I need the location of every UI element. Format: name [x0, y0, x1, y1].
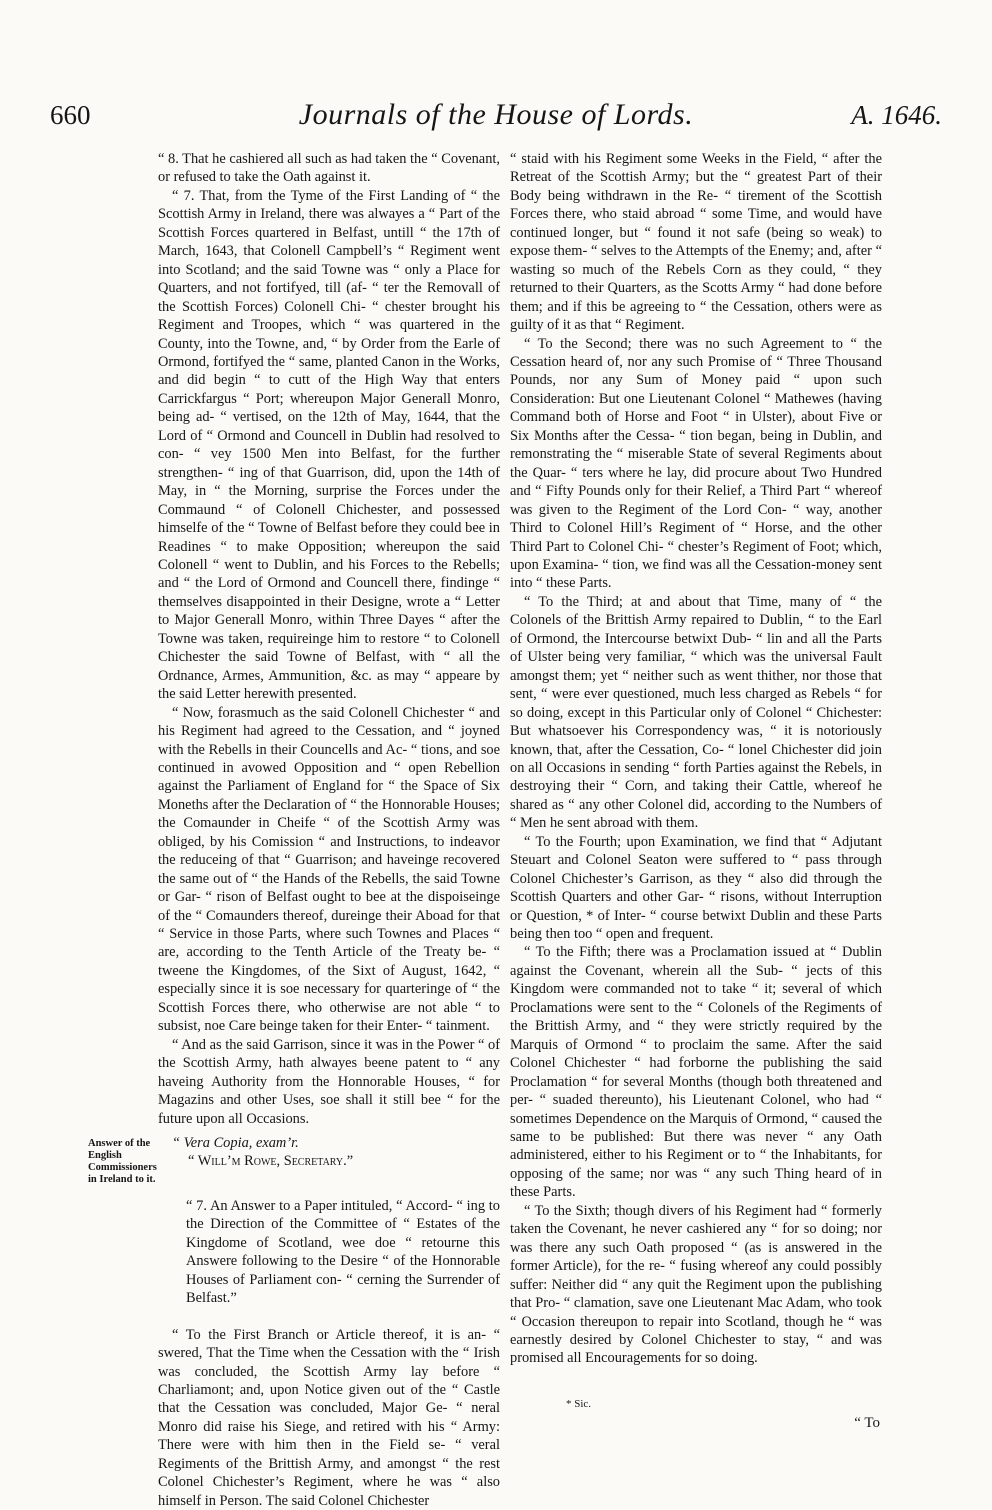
first-branch-paragraph: “ To the First Branch or Article thereof, it is an- “ swered, That the Time when the Cessation with the “ Irish was concluded, the Scottish Army lay before “ Charliamont; and, upon Notice given out of the “ Castle that the Cessation was concluded, Major Ge- “ neral Monro did raise his Siege, and retired with his “ Army: There were with him then in the Field se- “ veral Regiments of the Brittish Army, and amongst “ the rest Colonel Chichester’s Regiment, where he was “ also himself in Person. The said Colonel Chichester: [158, 1326, 500, 1509]
vera-copia: “ Vera Copia, exam’r.: [172, 1135, 299, 1152]
margin-note: Answer of the English Commissioners in Ireland to it.: [88, 1138, 157, 1185]
right-column: [510, 150, 882, 1368]
page-number: 660: [50, 100, 91, 130]
second-answer-paragraph: “ To the Second; there was no such Agreement to “ the Cessation heard of, nor any such Promise of “ Three Thousand Pounds, nor any Sum of Money paid “ upon such Consideration: But one Lieutenant Colonel “ Mathewes (having Command both of Horse and Foot “ in Ulster), about Five or Six Months after the Cessa- “ tion began, being in Dublin, and remonstrating the “ miserable State of several Regiments about the Quar- “ ters where he lay, did procure about Two Hundred and “ Fifty Pounds only for their Relief, a Third Part “ whereof was given to the Regiment of the Lord Con- “ way, another Third to Colonel Hill’s Regiment of “ Horse, and the other Third Part to Colonel Chi- “ chester’s Regiment of Foot; which, upon Examina- “ tion, we find was all the Cessation-money sent into “ these Parts.: [510, 335, 882, 592]
left-column: [158, 150, 500, 1510]
article-8-paragraph: “ 8. That he cashiered all such as had taken the “ Covenant, or refused to take the Oath against it.: [158, 151, 500, 186]
sixth-answer-paragraph: “ To the Sixth; though divers of his Regiment had “ formerly taken the Covenant, he never cashiered any “ for so doing; nor was there any such Oath proposed “ (as is answered in the former Article), for the re- “ fusing whereof any could possibly suffer: Neither did “ any quit the Regiment upon the publishing that Pro- “ clamation, save one Lieutenant Mac Adam, who took “ Occasion thereupon to repair into Scotland, though he “ was earnestly desired by Colonel Chichester to stay, “ and was promised all Encouragements for so doing.: [510, 1202, 882, 1367]
continuation-paragraph: “ staid with his Regiment some Weeks in the Field, “ after the Retreat of the Scottish Army; but the “ greatest Part of their Body being withdrawn in the Re- “ tirement of the Scottish Forces there, who staid abroad “ some Time, and would have continued longer, but “ found it not safe (being so weak) to expose them- “ selves to the Attempts of the Enemy; and, after “ wasting so much of the Rebels Corn as they could, “ they returned to their Quarters, as the Scotts Army “ had done before them; and if this be agreeing to “ the Cessation, others were as guilty of it as that “ Regiment.: [510, 151, 882, 334]
running-title: Journals of the House of Lords.: [298, 98, 694, 131]
third-answer-paragraph: “ To the Third; at and about that Time, many of “ the Colonels of the Brittish Army repaired to Dublin, “ to the Earl of Ormond, the Intercourse betwixt Dub- “ lin and all the Parts of Ulster being very familiar, “ which was the universal Fault amongst them; yet “ neither such as went thither, nor those that sent, “ were ever questioned, much less charged as Rebels “ for so doing, except in this Particular only of Colonel “ Chichester: But whatsoever his Correspondency was, “ it is notoriously known, that, after the Cessation, Co- “ lonel Chichester did join on all Occasions in sending “ forth Parties against the Rebels, in destroying their “ Corn, and taking their Cattle, whereof he shared as “ any other Colonel did, according to the Numbers of “ Men he sent abroad with them.: [510, 593, 882, 832]
page-year: A. 1646.: [851, 100, 942, 130]
footnote: * Sic.: [566, 1398, 592, 1410]
signature: “ Will’m Rowe, Secretary.”: [188, 1153, 354, 1170]
forasmuch-paragraph: “ Now, forasmuch as the said Colonell Chichester “ and his Regiment had agreed to the Cessation, and “ joyned with the Rebells in their Councells and Ac- “ tions, and soe continued in avowed Opposition and “ open Rebellion against the Parliament of England for “ the Space of Six Moneths after the Declaration of “ the Honnorable Houses; the Comaunder in Cheife “ of the Scottish Army was obliged, by his Comission “ and Instructions, to indeavor the reduceing of that “ Guarrison; and haveinge recovered the same out of “ the Hands of the Rebells, the said Towne or Gar- “ rison of Belfast ought to bee at the dispoiseinge of the “ Comaunders thereof, dureinge their Aboad for that “ Service in those Parts, where such Townes and Places “ are, according to the Tenth Article of the Treaty be- “ tweene the Kingdomes, of the Sixt of August, 1642, “ especially since it is soe necessary for quarteringe of “ the Scottish Forces there, who otherwise are not able “ to subsist, noe Care beinge taken for their Enter- “ tainment.: [158, 704, 500, 1035]
article-7-paragraph: “ 7. That, from the Tyme of the First Landing of “ the Scottish Army in Ireland, there was alwayes a “ Part of the Scottish Forces quartered in Belfast, untill “ the 17th of March, 1643, that Colonell Campbell’s “ Regiment went into Scotland; and the said Towne was “ only a Place for Quarters, and not fortifyed, till (af- “ ter the Removall of the Scottish Forces) Colonell Chi- “ chester brought his Regiment and Troopes, which “ was quartered in the County, into the Towne, and, “ by Order from the Earle of Ormond, fortifyed the “ same, planted Canon in the Works, and did begin “ to cutt of the High Way that enters Carrickfargus “ Port; whereupon Major Generall Monro, being ad- “ vertised, on the 12th of May, 1644, that the Lord of “ Ormond and Councell in Dublin had resolved to con- “ vey 1500 Men into Belfast, for the further strengthen- “ ing of that Guarrison, did, upon the 14th of May, in “ the Morning, surprise the Forces under the Commaund “ of Colonell Chichester, and possessed himselfe of the “ Towne of Belfast before they could bee in Readines “ to make Opposition; whereupon the said Colonell “ went to Dublin, and his Forces to the Rebells; and “ the Lord of Ormond and Councell there, findinge “ themselves disappointed in their Designe, wrote a “ Letter to Major Generall Monro, within Three Dayes “ after the Towne was taken, requireinge him to restore “ to Colonell Chichester the said Towne of Belfast, with “ all the Ordnance, Armes, Ammunition, &c. as may “ appeare by the said Letter herewith presented.: [158, 187, 500, 703]
fifth-answer-paragraph: “ To the Fifth; there was a Proclamation issued at “ Dublin against the Covenant, wherein all the Sub- “ jects of this Kingdom were commanded not to take “ it; several of which Proclamations were sent to the “ Colonels of the Regiments of the Brittish Army, and “ they were strictly required by the Marquis of Ormond “ to proclaim the same. After the said Colonel Chichester “ had forborne the publishing the said Proclamation “ for several Months (though both threatened and per- “ suaded thereunto), his Lieutenant Colonel, who had “ sometimes Dependence on the Marquis of Ormond, “ caused the same to be published: But there was never “ any Oath administered, either to his Regiment or to “ the Inhabitants, for opposing of the same; nor was “ any such Thing heard of in these Parts.: [510, 944, 882, 1201]
answer-heading: “ 7. An Answer to a Paper intituled, “ Accord- “ ing to the Direction of the Committee of “ Estates of the Kingdome of Scotland, wee doe “ retourne this Answere following to the Desire “ of the Honnorable Houses of Parliament con- “ cerning the Surrender of Belfast.”: [186, 1197, 500, 1307]
fourth-answer-paragraph: “ To the Fourth; upon Examination, we find that “ Adjutant Steuart and Colonel Seaton were suffered to “ pass through Colonel Chichester’s Garrison, as they “ also did through the Scottish Quarters and other Gar- “ risons, without Interruption or Question, * of Inter- “ course betwixt Dublin and these Parts being then too “ open and frequent.: [510, 833, 882, 943]
catchword: “ To: [854, 1415, 880, 1431]
garrison-paragraph: “ And as the said Garrison, since it was in the Power “ of the Scottish Army, hath alwayes beene patent to “ any haveing Authority from the Honnorable Houses, “ for Magazins and other Uses, soe shall it still bee “ for the future upon all Occasions.: [158, 1036, 500, 1127]
